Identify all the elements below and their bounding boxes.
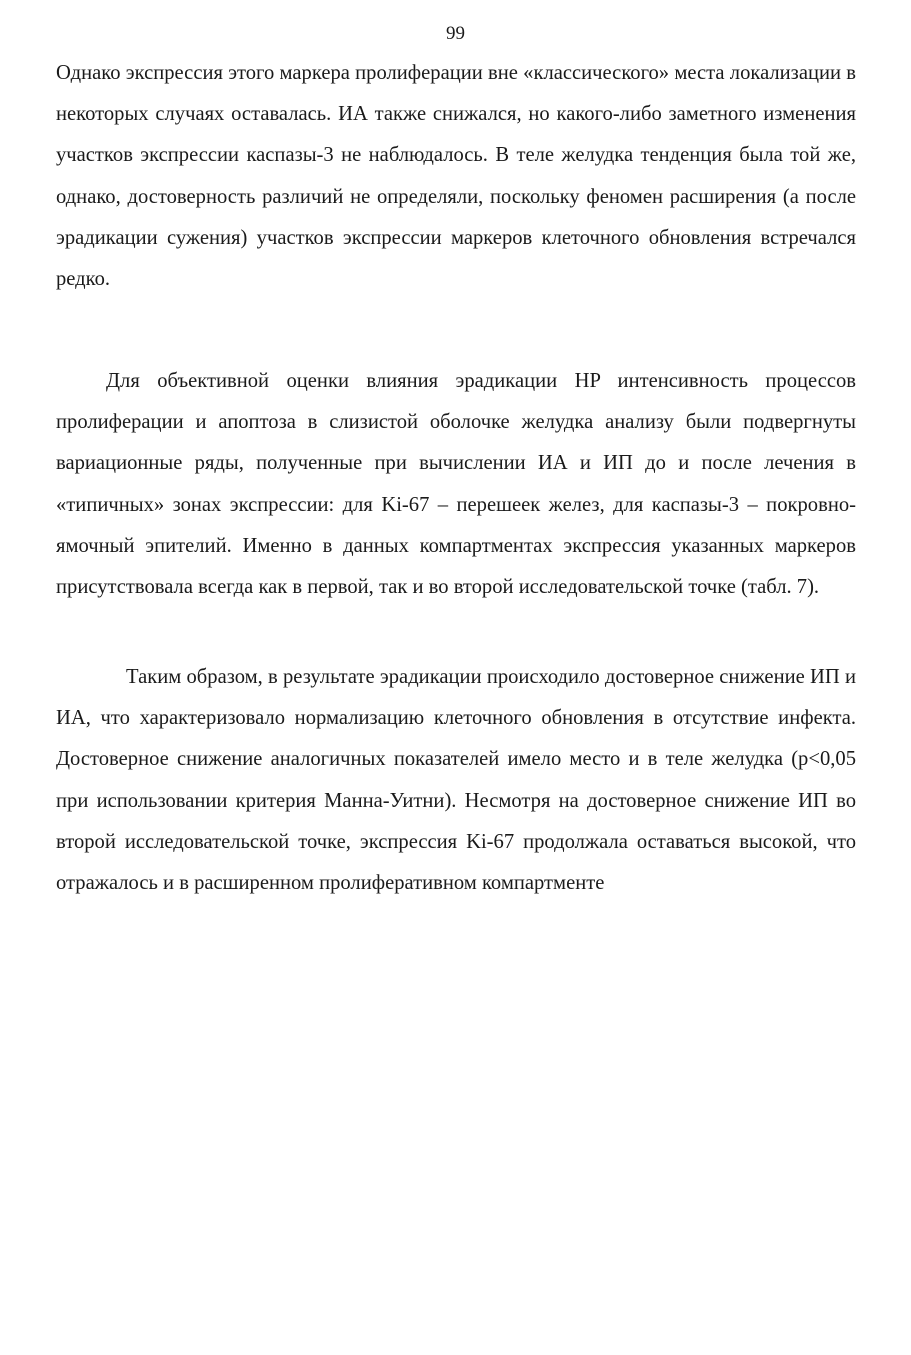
paragraph-2: Для объективной оценки влияния эрадикации HP интенсивность процессов пролиферации и апоптоза в слизистой оболочке желудка анализу были подвергнуты вариационные ряды, полученные при вычислении ИА и ИП до и после лечения в «типичных» зонах экспрессии: для Ki-67 – перешеек желез, для каспазы-3 – покровно-ямочный эпителий. Именно в данных компартментах экспрессия указанных маркеров присутствовала всегда как в первой, так и во второй исследовательской точке (табл. 7). <box>56 370 856 599</box>
page-number: 99 <box>446 23 465 44</box>
paragraph-1: Однако экспрессия этого маркера пролиферации вне «классического» места локализации в некоторых случаях оставалась. ИА также снижался, но какого-либо заметного изменения участков экспрессии каспазы-3 не наблюдалось. В теле желудка тенденция была той же, однако, достоверность различий не определяли, поскольку феномен расширения (а после эрадикации сужения) участков экспрессии маркеров клеточного обновления встречался редко. <box>56 62 856 291</box>
paragraph-3: Таким образом, в результате эрадикации происходило достоверное снижение ИП и ИА, что характеризовало нормализацию клеточного обновления в отсутствие инфекта. Достоверное снижение аналогичных показателей имело место и в теле желудка (p<0,05 при использовании критерия Манна-Уитни). Несмотря на достоверное снижение ИП во второй исследовательской точке, экспрессия Ki-67 продолжала оставаться высокой, что отражалось и в расширенном пролиферативном компартменте <box>56 666 856 895</box>
